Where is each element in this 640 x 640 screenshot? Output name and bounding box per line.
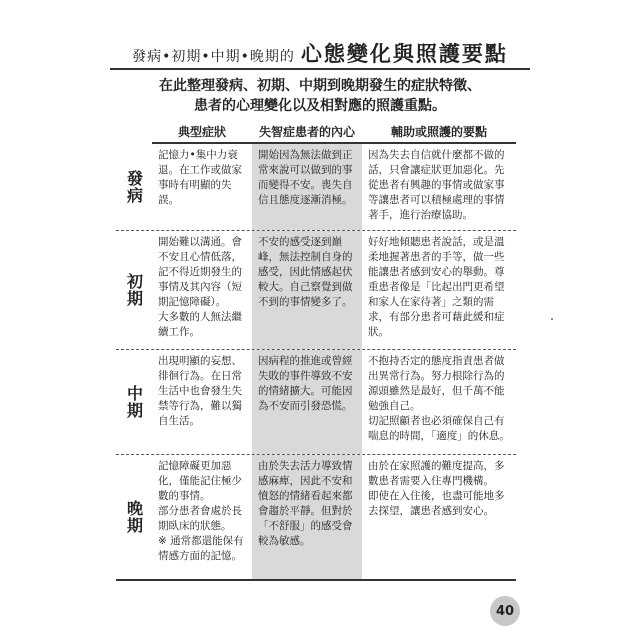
- symptoms-cell: [152, 231, 252, 349]
- mind-text: 開始因為無法做到正常來說可以做到的事而變得不安。喪失自信且態度逐漸消極。: [258, 149, 353, 206]
- stage-label: 初期: [124, 273, 144, 307]
- mind-cell: [252, 144, 362, 230]
- mind-cell: [252, 350, 362, 454]
- care-text: 切記照顧者也必須確保自己有喘息的時間，「適度」的休息。: [368, 415, 510, 442]
- symptoms-cell: [152, 350, 252, 454]
- care-text: 因為失去自信就什麼都不做的話，只會讓症狀更加惡化。先從患者有興趣的事情或做家事等讓患者可以積極處理的事情著手，進行治療協助。: [368, 149, 505, 221]
- stage-label: 發病: [124, 170, 144, 204]
- symptom-text: 開始難以溝通。會不安且心情低落，記不得近期發生的事情及其內容（短期記憶障礙）。: [158, 236, 242, 308]
- stage-label: 晚期: [124, 500, 144, 534]
- care-cell: [362, 455, 516, 579]
- header-mind: 失智症患者的內心: [258, 124, 355, 139]
- mind-text: 不安的感受逐到巔峰，無法控制自身的感受，因此情感起伏較大。自己察覺到做不到的事情變多了。: [258, 236, 353, 308]
- care-cell: [362, 350, 516, 454]
- table-row-onset: [116, 144, 516, 231]
- header-symptoms: 典型症狀: [177, 124, 226, 139]
- mind-cell: [252, 231, 362, 349]
- table-row-middle: [116, 350, 516, 455]
- intro-line: 在此整理發病、初期、中期到晚期發生的症狀特徵、: [159, 78, 481, 94]
- symptom-text: 出現明顯的妄想、徘徊行為。在日常生活中也會發生失禁等行為，難以獨自生活。: [158, 355, 242, 427]
- table-row-late: [116, 455, 516, 581]
- intro-text: [120, 76, 520, 116]
- page-number: 40: [490, 596, 520, 626]
- table-row-early: [116, 231, 516, 350]
- stage-label: 中期: [124, 385, 144, 419]
- mind-text: 由於失去活力導致情感麻痺，因此不安和憤怒的情緒看起來都會趨於平靜。但對於「不舒服」的感受會較為敏感。: [258, 460, 353, 547]
- symptom-text: 記憶障礙更加惡化，僅能記住極少數的事情。: [158, 460, 242, 502]
- symptom-note: ※ 通常都還能保有情感方面的記憶。: [158, 535, 244, 562]
- intro-line: 患者的心理變化以及相對應的照護重點。: [194, 98, 446, 114]
- page-title: [110, 38, 530, 70]
- header-care: 輔助或照護的要點: [390, 124, 487, 139]
- symptoms-cell: [152, 455, 252, 579]
- title-prefix: 發病•初期•中期•晚期的: [132, 49, 295, 65]
- symptoms-cell: [152, 144, 252, 230]
- symptom-text: 記憶力•集中力衰退。在工作或做家事時有明顯的失誤。: [158, 149, 242, 206]
- care-text: 即使在入住後，也盡可能地多去探望，讓患者感到安心。: [368, 490, 505, 517]
- care-text: 由於在家照護的難度提高，多數患者需要入住專門機構。: [368, 460, 505, 487]
- stage-table: [116, 120, 516, 581]
- mind-cell: [252, 455, 362, 579]
- mind-text: 因病程的推進或曾經失敗的事件導致不安的情緒擴大。可能因為不安而引發恐慌。: [258, 355, 353, 412]
- symptom-text: 部分患者會處於長期臥床的狀態。: [158, 505, 242, 532]
- care-cell: [362, 144, 516, 230]
- margin-dot: [551, 318, 553, 320]
- title-main: 心態變化與照護要點: [300, 41, 508, 66]
- care-text: 不抱持否定的態度指責患者做出異常行為。努力根除行為的源頭雖然是最好，但千萬不能勉強自己。: [368, 355, 505, 412]
- care-cell: [362, 231, 516, 349]
- care-text: 好好地傾聽患者說話，或是溫柔地握著患者的手等，做一些能讓患者感到安心的舉動。尊重患者像是「比起出門更希望和家人在家待著」之類的需求，有部分患者可藉此緩和症狀。: [368, 236, 505, 338]
- table-header: [116, 120, 516, 142]
- symptom-text: 大多數的人無法繼續工作。: [158, 311, 242, 338]
